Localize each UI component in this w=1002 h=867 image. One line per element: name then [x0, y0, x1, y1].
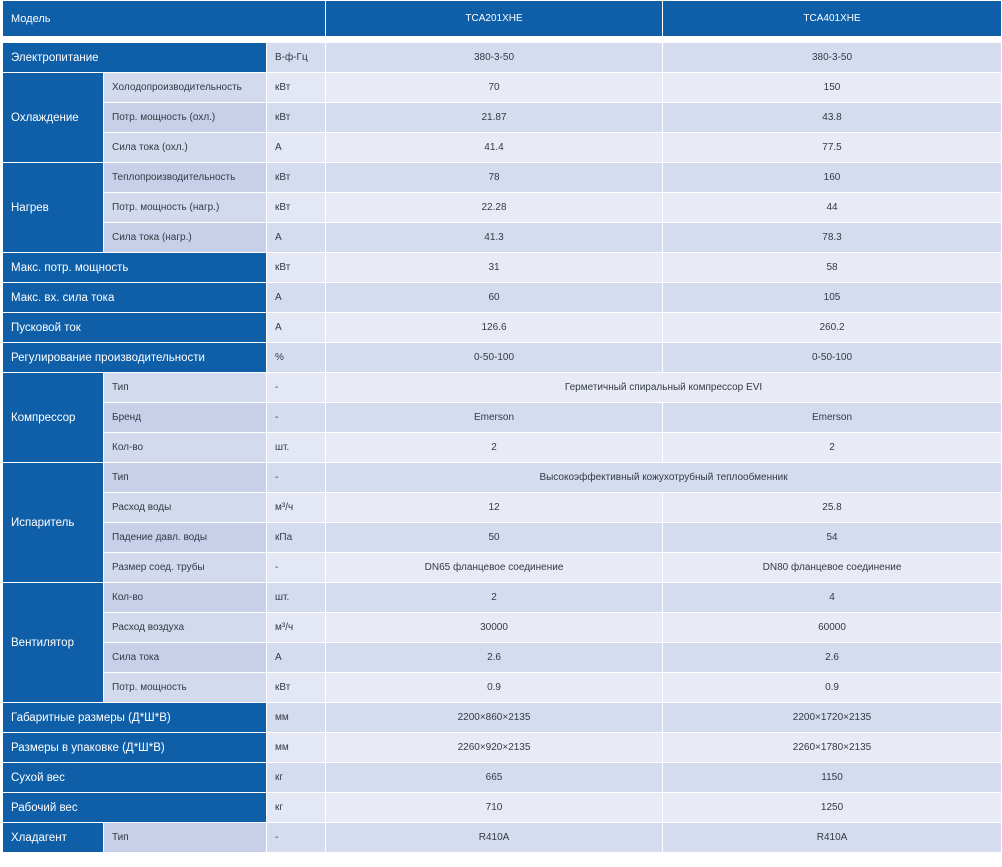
table-row-evaporator-pipe-size: [3, 553, 1002, 583]
value-model-2: 2200×1720×2135: [663, 703, 1002, 733]
evaporator-group-label: Испаритель: [3, 463, 104, 583]
unit-label: А: [267, 283, 326, 313]
unit-label: А: [267, 313, 326, 343]
package-dimensions-label: Размеры в упаковке (Д*Ш*В): [3, 733, 267, 763]
value-merged: Высокоэффективный кожухотрубный теплообменник: [326, 463, 1002, 493]
value-model-2: 44: [663, 193, 1002, 223]
param-label: Бренд: [104, 403, 267, 433]
param-label: Размер соед. трубы: [104, 553, 267, 583]
value-model-2: 260.2: [663, 313, 1002, 343]
value-model-1: Emerson: [326, 403, 663, 433]
table-row-heating-current: [3, 223, 1002, 253]
value-model-2: 60000: [663, 613, 1002, 643]
param-label: Расход воздуха: [104, 613, 267, 643]
param-label: Холодопроизводительность: [104, 73, 267, 103]
value-model-1: 2: [326, 433, 663, 463]
max-power-label: Макс. потр. мощность: [3, 253, 267, 283]
value-model-1: 0.9: [326, 673, 663, 703]
param-label: Падение давл. воды: [104, 523, 267, 553]
capacity-control-label: Регулирование производительности: [3, 343, 267, 373]
fan-group-label: Вентилятор: [3, 583, 104, 703]
unit-label: -: [267, 403, 326, 433]
unit-label: кг: [267, 763, 326, 793]
param-label: Потр. мощность: [104, 673, 267, 703]
unit-label: кВт: [267, 253, 326, 283]
value-model-1: R410A: [326, 823, 663, 853]
table-row-evaporator-water-flow: [3, 493, 1002, 523]
power-supply-unit: В-ф-Гц: [267, 43, 326, 73]
param-label: Кол-во: [104, 583, 267, 613]
value-model-2: 25.8: [663, 493, 1002, 523]
model-1-name: TCA201XHE: [326, 1, 663, 37]
unit-label: -: [267, 463, 326, 493]
value-model-2: 2260×1780×2135: [663, 733, 1002, 763]
param-label: Расход воды: [104, 493, 267, 523]
param-label: Сила тока (охл.): [104, 133, 267, 163]
value-model-1: 22.28: [326, 193, 663, 223]
power-supply-value-2: 380-3-50: [663, 43, 1002, 73]
value-model-1: 0-50-100: [326, 343, 663, 373]
value-model-1: 2200×860×2135: [326, 703, 663, 733]
model-2-name: TCA401XHE: [663, 1, 1002, 37]
unit-label: кПа: [267, 523, 326, 553]
unit-label: -: [267, 823, 326, 853]
value-model-1: 12: [326, 493, 663, 523]
param-label: Кол-во: [104, 433, 267, 463]
value-model-2: 78.3: [663, 223, 1002, 253]
max-current-label: Макс. вх. сила тока: [3, 283, 267, 313]
param-label: Сила тока: [104, 643, 267, 673]
operating-weight-label: Рабочий вес: [3, 793, 267, 823]
table-row-cooling-power: [3, 103, 1002, 133]
value-model-1: 665: [326, 763, 663, 793]
power-supply-value-1: 380-3-50: [326, 43, 663, 73]
table-row-operating-weight: [3, 793, 1002, 823]
table-row-capacity-control: [3, 343, 1002, 373]
value-model-2: 1150: [663, 763, 1002, 793]
table-row-compressor-qty: [3, 433, 1002, 463]
table-row-fan-power: [3, 673, 1002, 703]
table-row-power-supply: [3, 43, 1002, 73]
value-model-2: 150: [663, 73, 1002, 103]
value-model-1: 21.87: [326, 103, 663, 133]
param-label: Теплопроизводительность: [104, 163, 267, 193]
dry-weight-label: Сухой вес: [3, 763, 267, 793]
table-row-max-current: [3, 283, 1002, 313]
table-row-cooling-current: [3, 133, 1002, 163]
value-model-1: 126.6: [326, 313, 663, 343]
value-model-1: 710: [326, 793, 663, 823]
start-current-label: Пусковой ток: [3, 313, 267, 343]
value-model-1: 41.3: [326, 223, 663, 253]
table-row-compressor-brand: [3, 403, 1002, 433]
table-row-start-current: [3, 313, 1002, 343]
unit-label: кВт: [267, 673, 326, 703]
dimensions-label: Габаритные размеры (Д*Ш*В): [3, 703, 267, 733]
unit-label: А: [267, 133, 326, 163]
value-model-2: 160: [663, 163, 1002, 193]
value-model-2: 1250: [663, 793, 1002, 823]
value-model-1: 2: [326, 583, 663, 613]
value-model-1: 30000: [326, 613, 663, 643]
table-row-dimensions: [3, 703, 1002, 733]
unit-label: -: [267, 373, 326, 403]
value-model-2: 54: [663, 523, 1002, 553]
value-model-2: 77.5: [663, 133, 1002, 163]
heating-group-label: Нагрев: [3, 163, 104, 253]
value-model-2: 43.8: [663, 103, 1002, 133]
table-row-refrigerant: [3, 823, 1002, 853]
value-model-2: R410A: [663, 823, 1002, 853]
cooling-group-label: Охлаждение: [3, 73, 104, 163]
value-model-2: 105: [663, 283, 1002, 313]
value-model-1: 70: [326, 73, 663, 103]
value-model-1: 2260×920×2135: [326, 733, 663, 763]
value-model-2: 0-50-100: [663, 343, 1002, 373]
value-merged: Герметичный спиральный компрессор EVI: [326, 373, 1002, 403]
table-row-max-power: [3, 253, 1002, 283]
unit-label: шт.: [267, 583, 326, 613]
unit-label: -: [267, 553, 326, 583]
table-row-fan-current: [3, 643, 1002, 673]
value-model-2: Emerson: [663, 403, 1002, 433]
value-model-1: 60: [326, 283, 663, 313]
value-model-2: 2: [663, 433, 1002, 463]
table-row-evaporator-pressure-drop: [3, 523, 1002, 553]
value-model-2: DN80 фланцевое соединение: [663, 553, 1002, 583]
value-model-1: DN65 фланцевое соединение: [326, 553, 663, 583]
unit-label: кВт: [267, 163, 326, 193]
param-label: Потр. мощность (охл.): [104, 103, 267, 133]
table-row-heating-capacity: [3, 163, 1002, 193]
compressor-group-label: Компрессор: [3, 373, 104, 463]
param-label: Потр. мощность (нагр.): [104, 193, 267, 223]
unit-label: кВт: [267, 103, 326, 133]
table-row-evaporator-type: [3, 463, 1002, 493]
param-label: Сила тока (нагр.): [104, 223, 267, 253]
refrigerant-group-label: Хладагент: [3, 823, 104, 853]
specifications-table: [2, 0, 1002, 853]
unit-label: А: [267, 223, 326, 253]
unit-label: шт.: [267, 433, 326, 463]
table-row-package-dimensions: [3, 733, 1002, 763]
value-model-2: 4: [663, 583, 1002, 613]
param-label: Тип: [104, 823, 267, 853]
param-label: Тип: [104, 373, 267, 403]
table-row-fan-airflow: [3, 613, 1002, 643]
unit-label: кВт: [267, 193, 326, 223]
table-row-cooling-capacity: [3, 73, 1002, 103]
value-model-1: 78: [326, 163, 663, 193]
value-model-2: 0.9: [663, 673, 1002, 703]
value-model-2: 58: [663, 253, 1002, 283]
header-row: [3, 1, 1002, 37]
unit-label: кВт: [267, 73, 326, 103]
unit-label: А: [267, 643, 326, 673]
param-label: Тип: [104, 463, 267, 493]
unit-label: кг: [267, 793, 326, 823]
unit-label: м³/ч: [267, 493, 326, 523]
model-label: Модель: [3, 1, 326, 37]
value-model-1: 31: [326, 253, 663, 283]
value-model-1: 2.6: [326, 643, 663, 673]
table-row-compressor-type: [3, 373, 1002, 403]
unit-label: м³/ч: [267, 613, 326, 643]
table-row-dry-weight: [3, 763, 1002, 793]
unit-label: мм: [267, 733, 326, 763]
value-model-1: 41.4: [326, 133, 663, 163]
unit-label: %: [267, 343, 326, 373]
value-model-1: 50: [326, 523, 663, 553]
value-model-2: 2.6: [663, 643, 1002, 673]
power-supply-label: Электропитание: [3, 43, 267, 73]
table-row-heating-power: [3, 193, 1002, 223]
table-row-fan-qty: [3, 583, 1002, 613]
unit-label: мм: [267, 703, 326, 733]
